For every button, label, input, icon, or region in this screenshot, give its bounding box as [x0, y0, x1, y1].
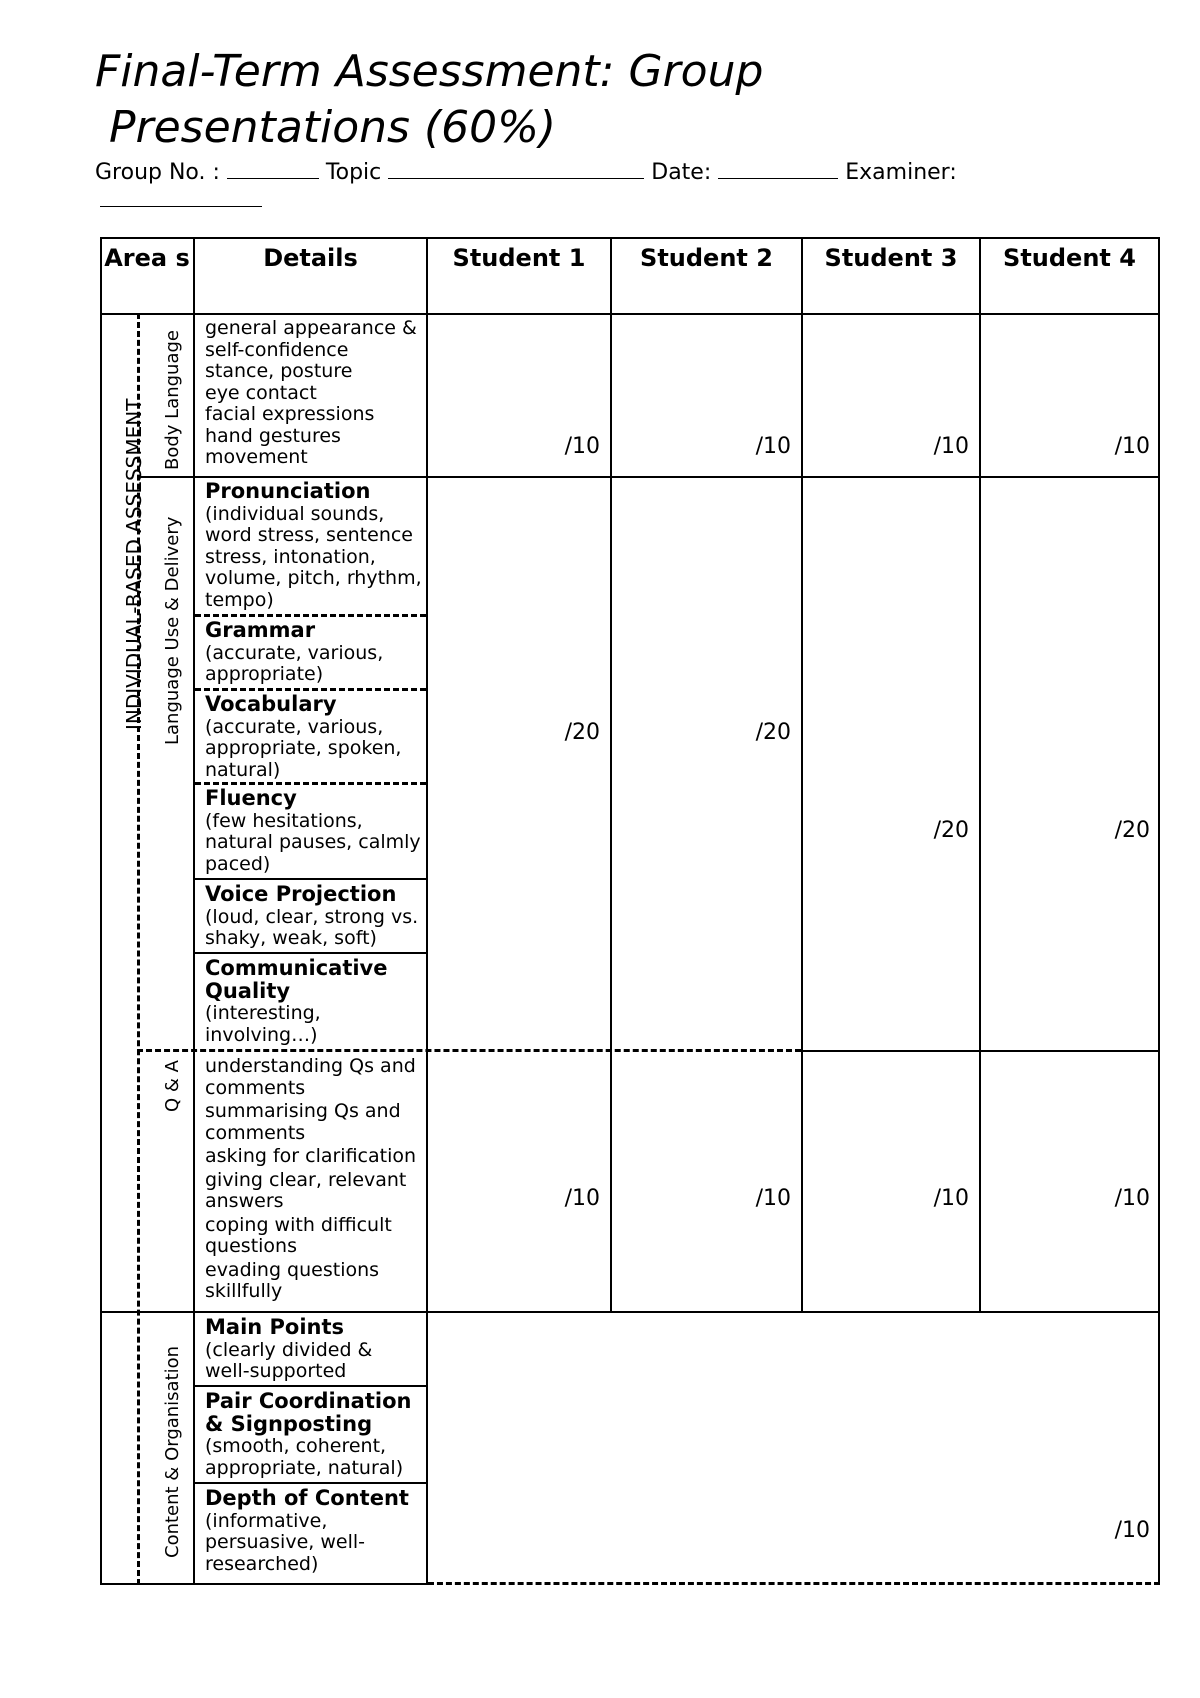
criterion-voice-projection: Voice Projection (loud, clear, strong vs. shaky, weak, soft) — [205, 882, 419, 949]
header-student-3: Student 3 — [824, 244, 958, 272]
list-item: general appearance & self-confidence — [205, 317, 417, 361]
body-language-details — [205, 318, 425, 469]
score-body-s1[interactable]: /10 — [564, 434, 600, 459]
date-label: Date: — [651, 160, 712, 185]
score-body-s2[interactable]: /10 — [755, 434, 791, 459]
criterion-depth-of-content: Depth of Content (informative, persuasive, well-researched) — [205, 1486, 409, 1575]
info-line — [95, 158, 957, 186]
score-language-s2[interactable]: /20 — [755, 720, 791, 745]
qa-label: Q & A — [162, 1060, 183, 1112]
group-blank[interactable] — [227, 158, 319, 179]
examiner-label: Examiner: — [845, 160, 957, 185]
list-item: coping with difficult questions — [205, 1213, 392, 1257]
criterion-pair-coordination: Pair Coordination & Signposting (smooth, coherent, appropriate, natural) — [205, 1389, 412, 1479]
list-item: evading questions skillfully — [205, 1258, 380, 1302]
body-language-label: Body Language — [162, 330, 183, 470]
page-title: Final-Term Assessment: Group Presentations (60%) — [95, 46, 764, 153]
topic-label: Topic — [325, 160, 382, 185]
list-item: hand gestures — [205, 424, 341, 447]
list-item: facial expressions — [205, 403, 375, 425]
score-body-s3[interactable]: /10 — [933, 434, 969, 459]
list-item: asking for clarification — [205, 1145, 417, 1167]
date-blank[interactable] — [718, 158, 838, 179]
header-student-4: Student 4 — [1003, 244, 1136, 272]
criterion-communicative-quality: Communicative Quality (interesting, involving…) — [205, 956, 388, 1046]
header-details: Details — [263, 244, 358, 272]
score-qa-s4[interactable]: /10 — [1114, 1186, 1150, 1211]
language-use-label: Language Use & Delivery — [162, 516, 183, 745]
header-areas: Area s — [104, 244, 190, 272]
qa-details — [205, 1056, 423, 1303]
list-item: movement — [205, 446, 308, 468]
criterion-vocabulary: Vocabulary (accurate, various, appropriate, spoken, natural) — [205, 692, 402, 781]
score-qa-s1[interactable]: /10 — [564, 1186, 600, 1211]
list-item: understanding Qs and comments — [205, 1055, 416, 1099]
individual-assessment-label: INDIVIDUAL-BASED ASSESSMENT — [122, 398, 146, 730]
content-label: Content & Organisation — [162, 1345, 183, 1558]
score-language-s3[interactable]: /20 — [933, 818, 969, 843]
criterion-main-points: Main Points (clearly divided & well-supported — [205, 1315, 373, 1382]
criterion-grammar: Grammar (accurate, various, appropriate) — [205, 618, 384, 685]
topic-blank[interactable] — [388, 158, 644, 179]
score-language-s1[interactable]: /20 — [564, 720, 600, 745]
score-qa-s3[interactable]: /10 — [933, 1186, 969, 1211]
score-language-s4[interactable]: /20 — [1114, 818, 1150, 843]
header-student-1: Student 1 — [452, 244, 586, 272]
examiner-blank[interactable] — [100, 186, 262, 207]
criterion-fluency: Fluency (few hesitations, natural pauses, calmly paced) — [205, 786, 421, 875]
list-item: stance, posture — [205, 360, 353, 382]
list-item: summarising Qs and comments — [205, 1100, 401, 1144]
score-body-s4[interactable]: /10 — [1114, 434, 1150, 459]
criterion-pronunciation: Pronunciation (individual sounds, word stress, sentence stress, intonation, volume, pitch, rhythm, tempo) — [205, 479, 422, 611]
header-student-2: Student 2 — [640, 244, 773, 272]
score-content[interactable]: /10 — [1114, 1518, 1150, 1543]
list-item: eye contact — [205, 381, 317, 404]
group-label: Group No. : — [95, 160, 220, 185]
score-qa-s2[interactable]: /10 — [755, 1186, 791, 1211]
list-item: giving clear, relevant answers — [205, 1168, 407, 1212]
